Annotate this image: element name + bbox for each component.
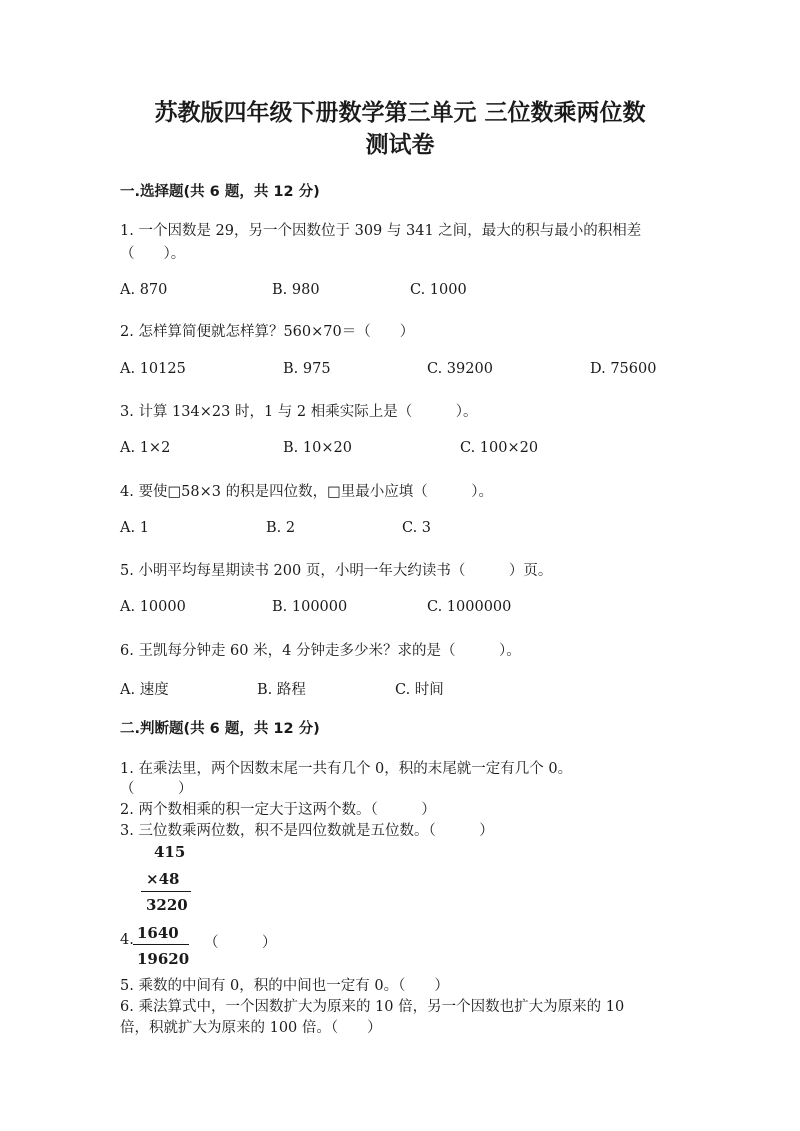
calc-partial-1: 3220 [146,896,188,914]
question-1-option-a: A. 870 [120,282,168,298]
question-2-option-c: C. 39200 [427,361,493,377]
question-5-text: 5. 小明平均每星期读书 200 页，小明一年大约读书（ ）页。 [120,563,553,579]
question-2-option-a: A. 10125 [120,361,186,377]
calc-multiplier: ×48 [146,870,180,888]
question-6-option-a: A. 速度 [120,682,169,698]
question-2-option-d: D. 75600 [590,361,657,377]
section-heading-judgement: 二.判断题(共 6 题，共 12 分) [120,721,320,737]
judgement-4-blank: （ ） [204,935,277,951]
question-4-option-c: C. 3 [402,520,432,536]
question-4-option-b: B. 2 [266,520,296,536]
judgement-5-text: 5. 乘数的中间有 0，积的中间也一定有 0。（ ） [120,978,449,994]
question-6-text: 6. 王凯每分钟走 60 米，4 分钟走多少米？求的是（ ）。 [120,643,521,659]
page-title-line2: 测试卷 [365,132,435,158]
question-1-option-b: B. 980 [272,282,320,298]
question-3-text: 3. 计算 134×23 时，1 与 2 相乘实际上是（ ）。 [120,404,478,420]
question-3-option-b: B. 10×20 [283,440,352,456]
question-2-text: 2. 怎样算简便就怎样算？560×70＝（ ） [120,324,415,340]
judgement-4-number: 4. [120,932,134,948]
calc-rule-2 [133,944,189,945]
calc-rule-1 [141,891,191,892]
judgement-3-text: 3. 三位数乘两位数，积不是四位数就是五位数。（ ） [120,823,494,839]
judgement-1-blank: （ ） [120,781,193,797]
question-5-option-c: C. 1000000 [427,599,512,615]
judgement-6-text-line2: 倍，积就扩大为原来的 100 倍。（ ） [120,1020,382,1036]
question-5-option-b: B. 100000 [272,599,348,615]
question-3-option-c: C. 100×20 [460,440,539,456]
judgement-1-text: 1. 在乘法里，两个因数末尾一共有几个 0，积的末尾就一定有几个 0。 [120,761,573,777]
judgement-6-text: 6. 乘法算式中，一个因数扩大为原来的 10 倍，另一个因数也扩大为原来的 10 [120,999,625,1015]
judgement-2-text: 2. 两个数相乘的积一定大于这两个数。（ ） [120,802,436,818]
calc-partial-2: 1640 [137,924,179,942]
question-4-option-a: A. 1 [120,520,149,536]
calc-product: 19620 [137,950,190,968]
question-6-option-b: B. 路程 [257,682,306,698]
question-1-blank: （ ）。 [120,246,186,262]
question-3-option-a: A. 1×2 [120,440,171,456]
question-1-text: 1. 一个因数是 29，另一个因数位于 309 与 341 之间，最大的积与最小的积相差 [120,223,642,239]
page-title: 苏教版四年级下册数学第三单元 三位数乘两位数 [154,100,646,126]
question-1-option-c: C. 1000 [410,282,467,298]
question-5-option-a: A. 10000 [120,599,186,615]
question-6-option-c: C. 时间 [395,682,444,698]
calc-multiplicand: 415 [154,843,186,861]
question-4-text: 4. 要使□58×3 的积是四位数，□里最小应填（ ）。 [120,484,494,500]
section-heading-choice: 一.选择题(共 6 题，共 12 分) [120,184,320,200]
question-2-option-b: B. 975 [283,361,331,377]
